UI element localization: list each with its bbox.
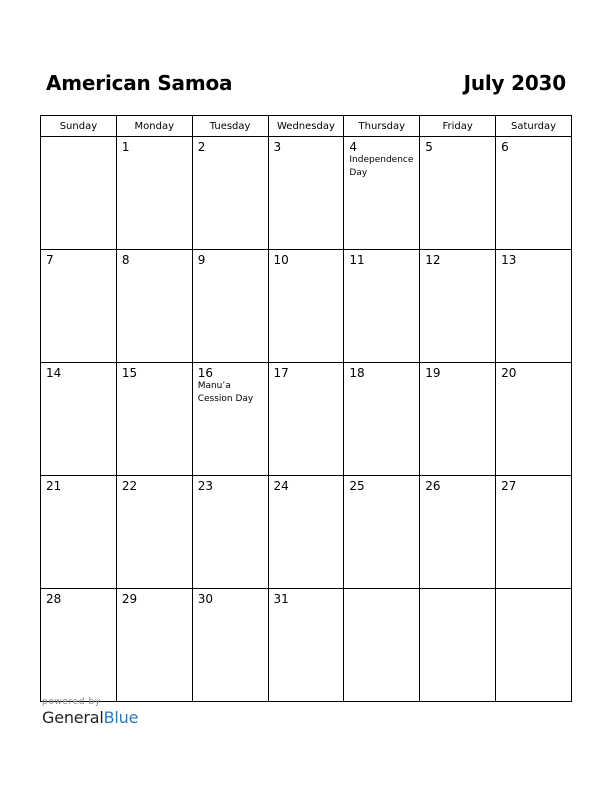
day-cell <box>496 250 572 363</box>
day-cell <box>420 137 496 250</box>
day-number: 13 <box>501 253 517 267</box>
day-number: 29 <box>121 592 138 606</box>
day-cell <box>41 250 117 363</box>
day-number: 30 <box>197 592 213 606</box>
day-number: 3 <box>273 140 282 154</box>
weekday-monday: Monday <box>116 116 192 137</box>
day-number: 11 <box>349 253 365 267</box>
day-cell <box>268 476 344 589</box>
day-cell <box>496 476 572 589</box>
weekday-saturday: Saturday <box>496 116 572 137</box>
day-number: 25 <box>349 479 365 493</box>
day-cell <box>192 589 268 702</box>
day-number: 7 <box>46 253 54 267</box>
day-cell <box>116 363 192 476</box>
weekday-wednesday: Wednesday <box>268 116 344 137</box>
day-cell <box>116 476 192 589</box>
brand-general-text: General <box>42 708 104 727</box>
holiday-label: Independence Day <box>349 155 414 178</box>
day-cell <box>344 476 420 589</box>
day-cell <box>420 476 496 589</box>
footer-branding <box>42 697 138 728</box>
calendar-grid <box>40 115 572 702</box>
weekday-friday: Friday <box>420 116 496 137</box>
day-cell <box>116 589 192 702</box>
day-number: 5 <box>425 140 433 154</box>
day-cell <box>420 589 496 702</box>
day-number: 17 <box>273 366 289 380</box>
brand-blue-text: Blue <box>103 708 139 727</box>
day-number: 28 <box>46 592 62 606</box>
day-cell <box>116 137 192 250</box>
day-number: 23 <box>197 479 213 493</box>
holiday-label: Manu’a Cession Day <box>197 381 254 404</box>
day-cell <box>344 589 420 702</box>
day-number: 6 <box>501 140 509 154</box>
day-number: 27 <box>501 479 517 493</box>
day-cell <box>496 363 572 476</box>
day-cell <box>41 363 117 476</box>
day-cell <box>344 137 420 250</box>
day-cell <box>192 137 268 250</box>
weekday-sunday: Sunday <box>41 116 117 137</box>
day-number: 8 <box>121 253 130 267</box>
day-number: 24 <box>273 479 289 493</box>
day-cell <box>344 363 420 476</box>
day-number: 1 <box>121 140 130 154</box>
week-row <box>41 589 572 702</box>
day-cell <box>268 363 344 476</box>
day-number: 31 <box>273 592 289 606</box>
week-row <box>41 250 572 363</box>
day-cell <box>344 250 420 363</box>
calendar-month-title: July 2030 <box>463 71 566 95</box>
day-number: 20 <box>501 366 517 380</box>
generalblue-logo[interactable] <box>42 708 138 728</box>
weekday-thursday: Thursday <box>344 116 420 137</box>
day-cell <box>420 250 496 363</box>
day-number: 14 <box>46 366 62 380</box>
day-number: 19 <box>425 366 441 380</box>
day-cell <box>192 363 268 476</box>
day-number: 9 <box>197 253 206 267</box>
day-cell <box>41 476 117 589</box>
calendar-country-title: American Samoa <box>46 71 233 95</box>
week-row <box>41 363 572 476</box>
day-cell <box>496 137 572 250</box>
day-number: 2 <box>197 140 206 154</box>
day-number: 18 <box>349 366 365 380</box>
day-cell <box>268 589 344 702</box>
day-number: 16 <box>197 366 213 380</box>
day-cell <box>268 250 344 363</box>
day-cell <box>41 137 117 250</box>
week-row <box>41 476 572 589</box>
day-number: 26 <box>425 479 441 493</box>
day-cell <box>268 137 344 250</box>
day-cell <box>116 250 192 363</box>
day-number: 21 <box>46 479 62 493</box>
day-number: 10 <box>273 253 289 267</box>
day-number: 12 <box>425 253 441 267</box>
day-number: 22 <box>121 479 138 493</box>
weekday-header-row <box>41 116 572 137</box>
weekday-tuesday: Tuesday <box>192 116 268 137</box>
day-number: 15 <box>121 366 138 380</box>
day-cell <box>496 589 572 702</box>
day-number: 4 <box>349 140 358 154</box>
powered-by-label: powered by <box>42 697 101 707</box>
day-cell <box>192 250 268 363</box>
week-row <box>41 137 572 250</box>
day-cell <box>41 589 117 702</box>
day-cell <box>420 363 496 476</box>
day-cell <box>192 476 268 589</box>
